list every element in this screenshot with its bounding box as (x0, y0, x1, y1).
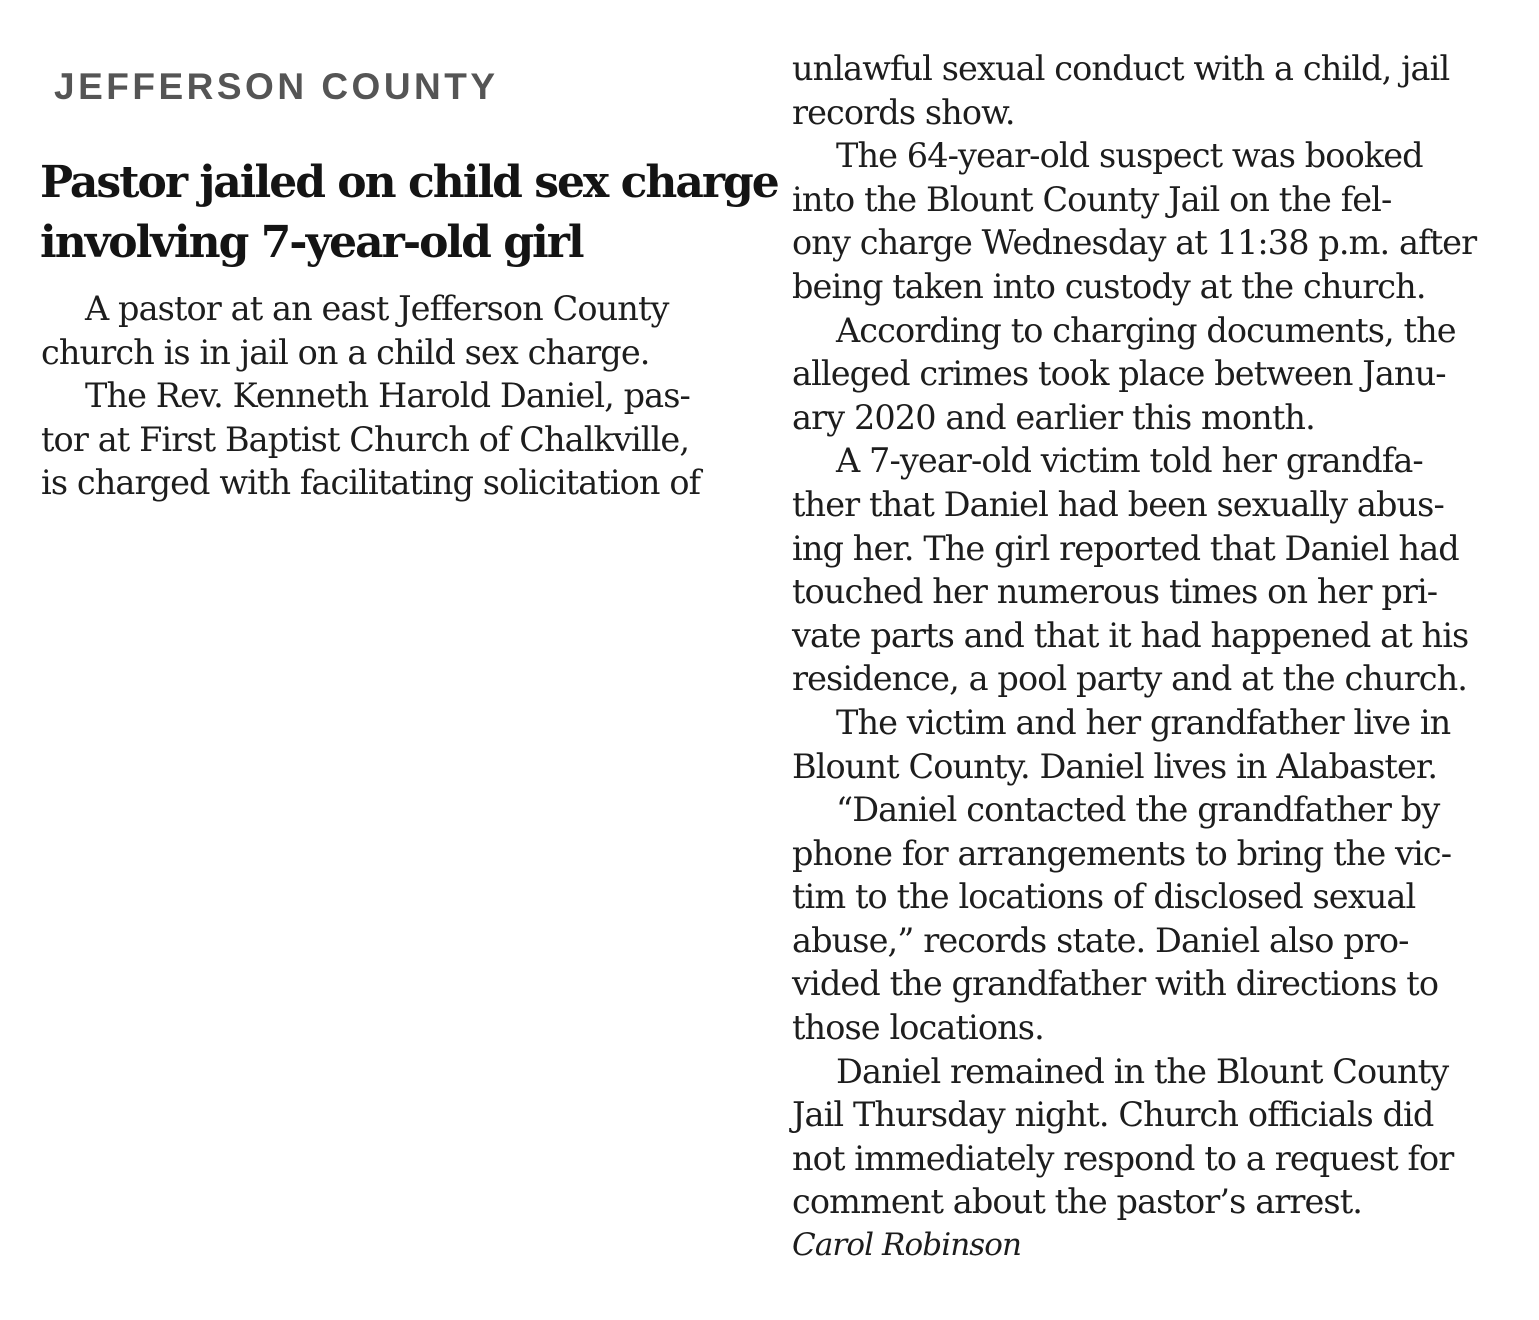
body-line: The 64-year-old suspect was booked (836, 136, 1423, 176)
body-line: According to charging documents, the (836, 310, 1456, 350)
article-headline (40, 153, 778, 273)
headline-line: involving 7-year-old girl (40, 217, 583, 268)
body-line: alleged crimes took place between Janu- (792, 354, 1446, 394)
body-line: those locations. (792, 1008, 1044, 1048)
body-line: vate parts and that it had happened at his (792, 615, 1469, 655)
body-line: unlawful sexual conduct with a child, jail (792, 49, 1450, 88)
body-line: Jail Thursday night. Church officials did (792, 1095, 1434, 1135)
body-line: abuse,” records state. Daniel also pro- (792, 920, 1409, 960)
body-line: not immediately respond to a request for (792, 1138, 1454, 1178)
body-line: comment about the pastor’s arrest. (792, 1182, 1363, 1222)
body-line: tim to the locations of disclosed sexual (792, 877, 1416, 917)
body-line: touched her numerous times on her pri- (792, 572, 1438, 612)
body-line: The victim and her grandfather live in (836, 702, 1451, 742)
byline: Carol Robinson (792, 1227, 1022, 1264)
body-line: A 7-year-old victim told her grandfa- (836, 441, 1423, 481)
body-line: church is in jail on a child sex charge. (41, 332, 650, 372)
body-line: The Rev. Kenneth Harold Daniel, pas- (85, 376, 690, 416)
body-line: Blount County. Daniel lives in Alabaster. (792, 746, 1438, 786)
section-label: JEFFERSON COUNTY (54, 66, 499, 107)
article-body-left-column (41, 287, 761, 505)
headline-line: Pastor jailed on child sex charge (40, 157, 778, 208)
body-line: ony charge Wednesday at 11:38 p.m. after (792, 223, 1477, 263)
body-line: being taken into custody at the church. (792, 266, 1426, 306)
body-line: “Daniel contacted the grandfather by (836, 790, 1440, 830)
body-line: is charged with facilitating solicitation of (41, 463, 701, 503)
body-line: A pastor at an east Jefferson County (85, 289, 669, 328)
body-line: into the Blount County Jail on the fel- (792, 179, 1392, 219)
body-line: ther that Daniel had been sexually abus- (792, 484, 1444, 524)
body-line: ary 2020 and earlier this month. (792, 397, 1315, 437)
body-line: vided the grandfather with directions to (792, 964, 1439, 1004)
body-line: residence, a pool party and at the church. (792, 659, 1468, 699)
article-body-right-column (792, 47, 1512, 1268)
body-line: tor at First Baptist Church of Chalkville, (41, 419, 690, 459)
body-line: records show. (792, 92, 1015, 132)
body-line: Daniel remained in the Blount County (836, 1051, 1449, 1091)
body-line: ing her. The girl reported that Daniel had (792, 528, 1459, 568)
body-line: phone for arrangements to bring the vic- (792, 833, 1452, 873)
